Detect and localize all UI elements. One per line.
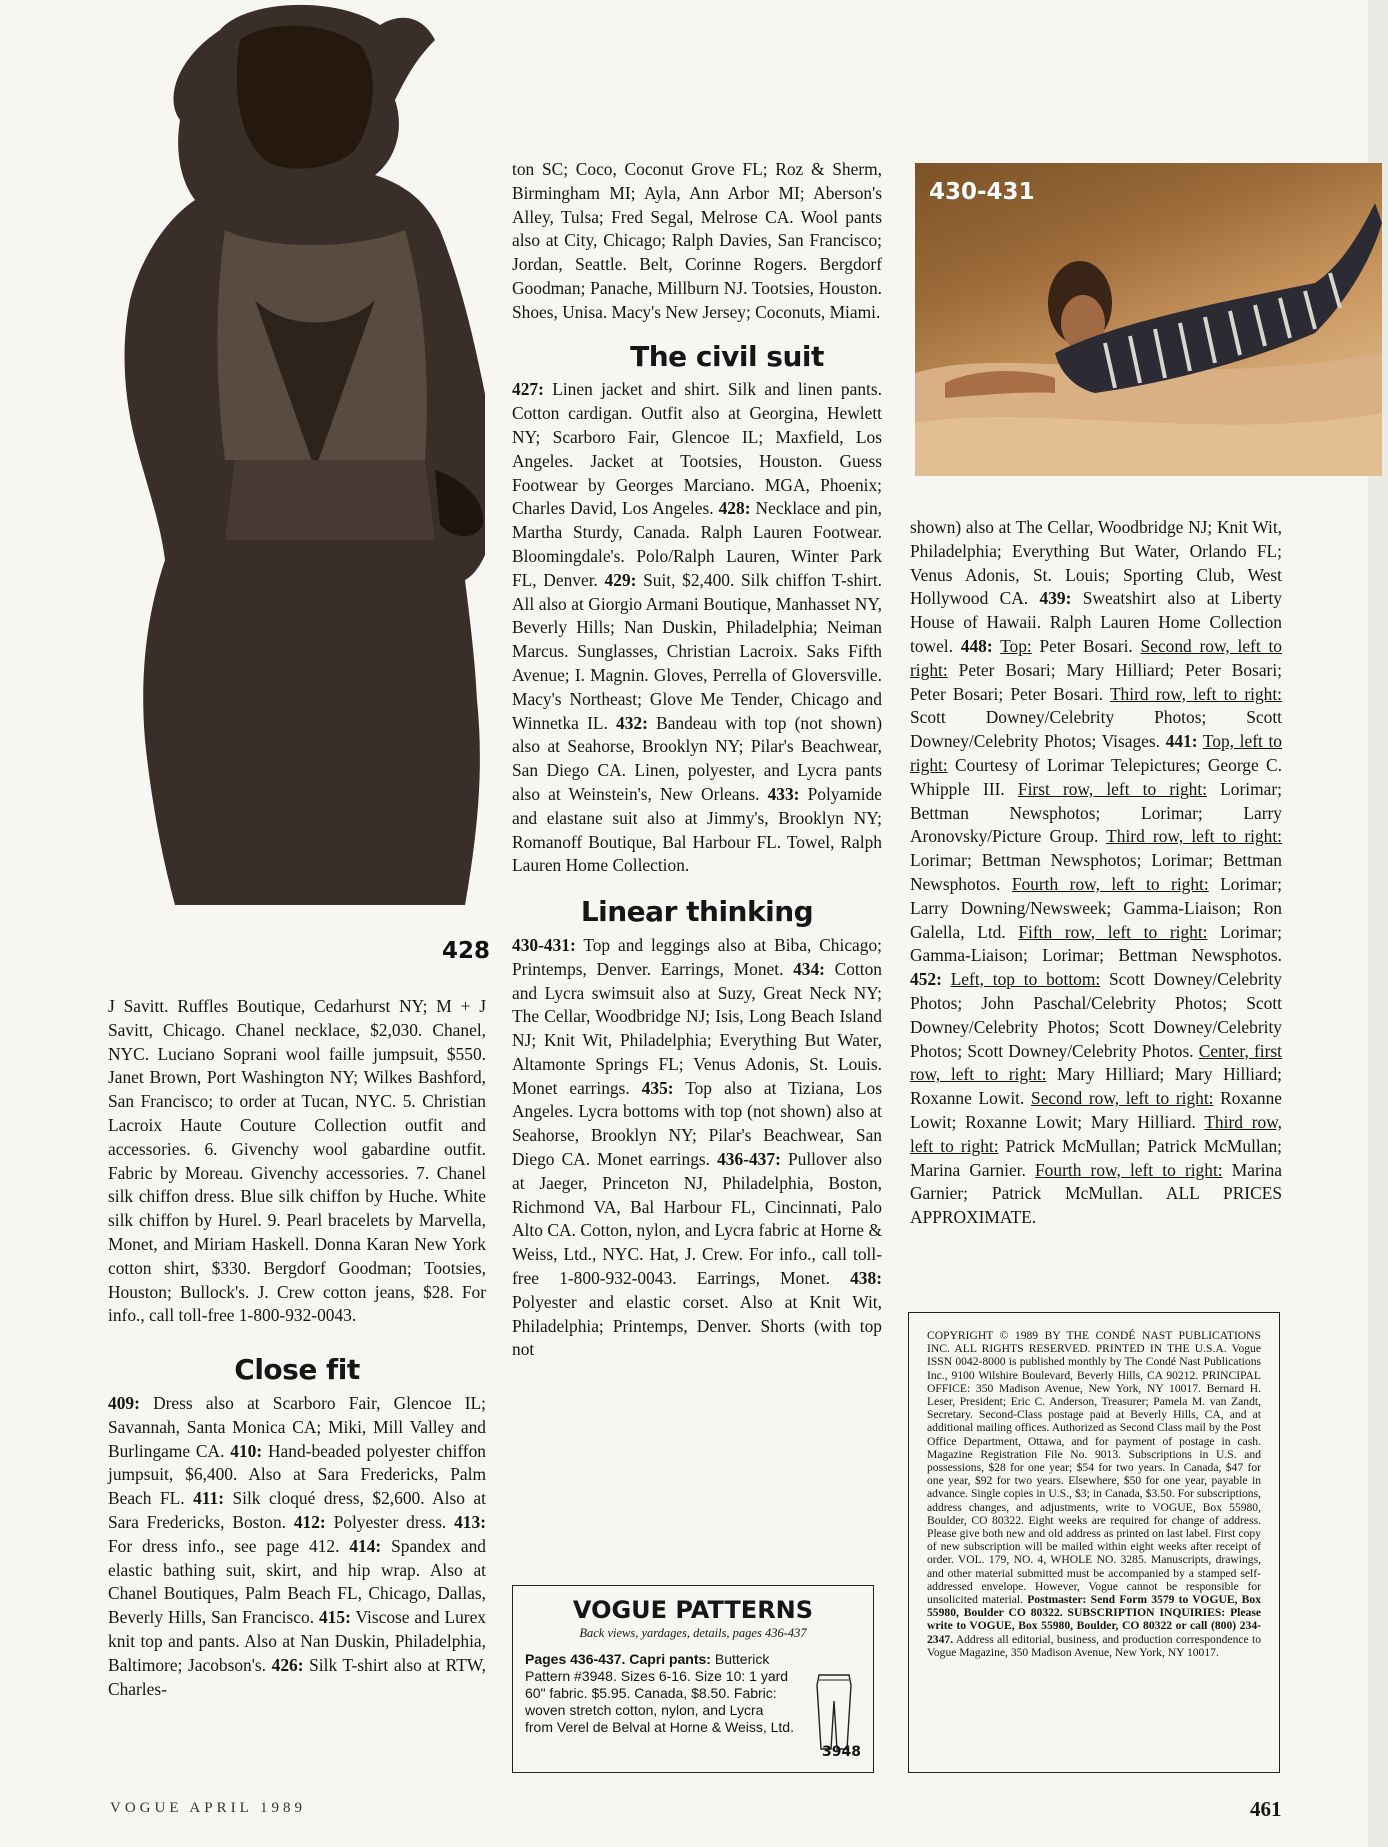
copyright-box [908, 1312, 1280, 1773]
heading-close-fit: Close fit [234, 1353, 360, 1387]
col2-civil-suit-paragraph: 427: Linen jacket and shirt. Silk and linen pants. Cotton cardigan. Outfit also at Georgina, Hewlett NY; Scarboro Fair, Glencoe IL; Maxfield, Los Angeles. Jacket at Tootsies, Houston. Guess Footwear by Georges Marciano. MGA, Phoenix; Charles David, Los Angeles. 428: Necklace and pin, Martha Sturdy, Canada. Ralph Lauren Footwear. Bloomingdale's. Polo/Ralph Lauren, Winter Park FL, Denver. 429: Suit, $2,400. Silk chiffon T-shirt. All also at Giorgio Armani Boutique, Manhasset NY, Beverly Hills; Nan Duskin, Philadelphia; Neiman Marcus. Sunglasses, Christian Lacroix. Saks Fifth Avenue; I. Magnin. Gloves, Perrella of Gloversville. Macy's Northeast; Glove Me Tender, Chicago and Winnetka IL. 432: Bandeau with top (not shown) also at Seahorse, Brooklyn NY; Pilar's Beachwear, San Diego CA. Linen, polyester, and Lycra pants also at Weinstein's, New Orleans. 433: Polyamide and elastane suit also at Jimmy's, Brooklyn NY; Romanoff Boutique, Bal Harbour FL. Towel, Ralph Lauren Home Collection. [512, 379, 883, 876]
heading-civil-suit: The civil suit [630, 339, 824, 373]
column-1 [108, 995, 486, 1701]
column-3 [910, 516, 1282, 1230]
col2-linear-thinking-paragraph: 430-431: Top and leggings also at Biba, Chicago; Printemps, Denver. Earrings, Monet. 434: Cotton and Lycra swimsuit also at Suzy, Great Neck NY; The Cellar, Woodbridge NJ; Isis, Long Beach Island NJ; Knit Wit, Philadelphia; Everything But Water, Altamonte Springs FL; Venus Adonis, St. Louis. Monet earrings. 435: Top also at Tiziana, Los Angeles. Lycra bottoms with top (not shown) also at Seahorse, Brooklyn NY; Pilar's Beachwear, San Diego CA. Monet earrings. 436-437: Pullover also at Jaeger, Princeton NJ, Philadelphia, Boston, Richmond VA, Bal Harbour FL, Cincinnati, Palo Alto CA. Cotton, nylon, and Lycra fabric at Horne & Weiss, Ltd., NYC. Hat, J. Crew. For info., call toll-free 1-800-932-0043. Earrings, Monet. 438: Polyester and elastic corset. Also at Knit Wit, Philadelphia; Printemps, Denver. Shorts (with top not [512, 934, 882, 1360]
copyright-text: COPYRIGHT © 1989 BY THE CONDÉ NAST PUBLICATIONS INC. ALL RIGHTS RESERVED. PRINTED IN THE U.S.A. Vogue ISSN 0042-8000 is published monthly by The Condé Nast Publications Inc., 9100 Wilshire Boulevard, Beverly Hills, CA 90212. PRINCIPAL OFFICE: 350 Madison Avenue, New York, NY 10017. Bernard H. Leser, President; Eric C. Anderson, Treasurer; Pamela M. van Zandt, Secretary. Second-Class postage paid at Beverly Hills, CA, and at additional mailing offices. Authorized as Second Class mail by the Post Office Department, Ottawa, and for payment of postage in cash. Magazine Registration File No. 9013. Subscriptions in U.S. and possessions, $28 for one year; $54 for two years. In Canada, $47 for one year, $92 for two years. Elsewhere, $50 for one year, payable in advance. Single copies in U.S., $3; in Canada, $3.50. For subscriptions, address changes, and adjustments, write to VOGUE, Box 55980, Boulder, CO 80322. Eight weeks are required for change of address. Please give both new and old address as printed on last label. First copy of new subscription will be mailed within eight weeks after receipt of order. VOL. 179, NO. 4, WHOLE NO. 3285. Manuscripts, drawings, and other material submitted must be accompanied by a stamped self-addressed envelope. However, Vogue cannot be responsible for unsolicited material. [927, 1329, 1261, 1607]
col3-credits-paragraph: shown) also at The Cellar, Woodbridge NJ; Knit Wit, Philadelphia; Everything But Water, Orlando FL; Venus Adonis, St. Louis; Sporting Club, West Hollywood CA. 439: Sweatshirt also at Liberty House of Hawaii. Ralph Lauren Home Collection towel. 448: Top: Peter Bosari. Second row, left to right: Peter Bosari; Mary Hilliard; Peter Bosari; Peter Bosari; Peter Bosari. Third row, left to right: Scott Downey/Celebrity Photos; Scott Downey/Celebrity Photos; Visages. 441: Top, left to right: Courtesy of Lorimar Telepictures; George C. Whipple III. First row, left to right: Lorimar; Bettman Newsphotos; Lorimar; Larry Aronovsky/Picture Group. Third row, left to right: Lorimar; Bettman Newsphotos; Lorimar; Bettman Newsphotos. Fourth row, left to right: Lorimar; Larry Downing/Newsweek; Gamma-Liaison; Ron Galella, Ltd. Fifth row, left to right: Lorimar; Gamma-Liaison; Lorimar; Bettman Newsphotos. 452: Left, top to bottom: Scott Downey/Celebrity Photos; John Paschal/Celebrity Photos; Scott Downey/Celebrity Photos; Scott Downey/Celebrity Photos; Scott Downey/Celebrity Photos. Center, first row, left to right: Mary Hilliard; Mary Hilliard; Roxanne Lowit. Second row, left to right: Roxanne Lowit; Roxanne Lowit; Mary Hilliard. Third row, left to right: Patrick McMullan; Patrick McMullan; Marina Garnier. Fourth row, left to right: Marina Garnier; Patrick McMullan. ALL PRICES APPROXIMATE. [910, 517, 1283, 1228]
page-number: 461 [1250, 1797, 1282, 1821]
column-2 [512, 158, 882, 1362]
beach-scene-illustration [915, 163, 1382, 476]
col1-intro-paragraph: J Savitt. Ruffles Boutique, Cedarhurst NY; M + J Savitt, Chicago. Chanel necklace, $2,030. Chanel, NYC. Luciano Soprani wool faille jumpsuit, $550. Janet Brown, Port Washington NY; Wilkes Bashford, San Francisco; to order at Tucan, NYC. 5. Christian Lacroix Haute Couture Collection outfit and accessories. 6. Givenchy wool gabardine outfit. Fabric by Moreau. Givenchy accessories. 7. Chanel silk chiffon dress. Blue silk chiffon by Huche. White silk chiffon by Hurel. 9. Pearl bracelets by Marvella, Monet, and Miriam Haskell. Donna Karan New York cotton shirt, $330. Bergdorf Goodman; Tootsies, Houston; Bullock's. J. Crew cotton jeans, $28. For info., call toll-free 1-800-932-0043. [108, 996, 486, 1326]
heading-linear-thinking: Linear thinking [580, 895, 814, 929]
photo-430-431-beach [915, 163, 1382, 476]
copyright-postmaster: Postmaster: Send Form 3579 to VOGUE, Box 55980, Boulder CO 80322. SUBSCRIPTION INQUIRIES: Please write to VOGUE, Box 55980, Boulder, CO 80322 or call (800) 234-2347. [927, 1593, 1261, 1646]
col2-top-paragraph: ton SC; Coco, Coconut Grove FL; Roz & Sherm, Birmingham MI; Ayla, Ann Arbor MI; Aberson's Alley, Tulsa; Fred Segal, Melrose CA. Wool pants also at City, Chicago; Ralph Davies, San Francisco; Jordan, Seattle. Belt, Corinne Rogers. Bergdorf Goodman; Panache, Millburn NJ. Tootsies, Houston. Shoes, Unisa. Macy's New Jersey; Coconuts, Miami. [512, 159, 882, 322]
patterns-description: Pages 436-437. Capri pants: Butterick Pattern #3948. Sizes 6-16. Size 10: 1 yard 60" fabric. $5.95. Canada, $8.50. Fabric: woven stretch cotton, nylon, and Lycra from Verel de Belval at Horne & Weiss, Ltd. [525, 1651, 794, 1735]
patterns-title: VOGUE PATTERNS [572, 1596, 814, 1624]
footer-issue: VOGUE APRIL 1989 [110, 1800, 306, 1816]
col1-close-fit-paragraph: 409: Dress also at Scarboro Fair, Glencoe IL; Savannah, Santa Monica CA; Miki, Mill Valley and Burlingame CA. 410: Hand-beaded polyester chiffon jumpsuit, $6,400. Also at Sara Fredericks, Palm Beach FL. 411: Silk cloqué dress, $2,600. Also at Sara Fredericks, Boston. 412: Polyester dress. 413: For dress info., see page 412. 414: Spandex and elastic bathing suit, skirt, and hip wrap. Also at Chanel Boutiques, Palm Beach FL, Chicago, Dallas, Beverly Hills, San Francisco. 415: Viscose and Lurex knit top and pants. Also at Nan Duskin, Philadelphia, Baltimore; Jacobson's. 426: Silk T-shirt also at RTW, Charles- [108, 1392, 486, 1699]
vogue-patterns-box [512, 1585, 874, 1773]
figure-number-428: 428 [442, 938, 491, 964]
photo-428-runner [105, 0, 485, 935]
pattern-number: 3948 [822, 1744, 861, 1760]
figure-number-430-431: 430-431 [929, 179, 1035, 205]
patterns-subtitle: Back views, yardages, details, pages 436-437 [579, 1626, 807, 1640]
copyright-tail: Address all editorial, business, and production correspondence to Vogue Magazine, 350 Madison Avenue, New York, NY 10017. [927, 1632, 1261, 1659]
